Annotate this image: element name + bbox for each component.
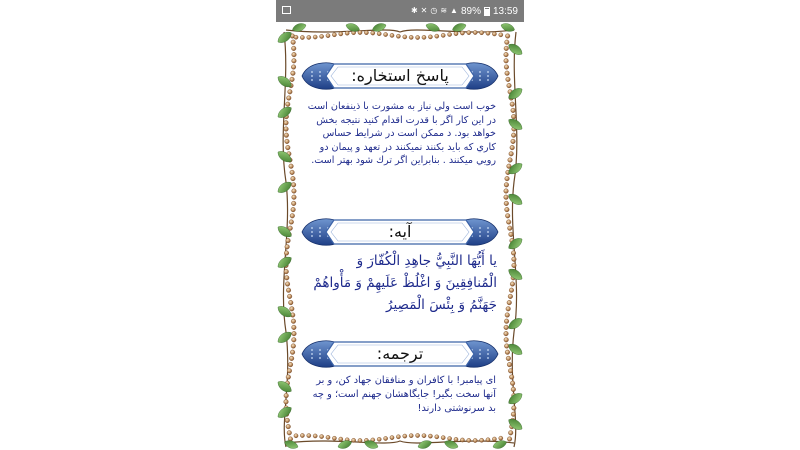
bead <box>505 34 510 39</box>
bead <box>292 331 297 336</box>
bead <box>396 435 400 439</box>
bead <box>284 400 289 405</box>
bead <box>290 350 295 355</box>
bead <box>473 438 477 442</box>
bead <box>332 33 336 37</box>
bead <box>409 35 413 39</box>
bead <box>291 207 296 212</box>
leaf <box>506 391 524 407</box>
bead <box>291 201 296 206</box>
bead <box>486 31 490 35</box>
bead <box>473 30 477 34</box>
bead <box>313 35 317 39</box>
bead <box>512 406 517 411</box>
bead <box>505 176 510 181</box>
bead <box>506 220 511 225</box>
bead <box>290 214 295 219</box>
bead <box>290 170 295 175</box>
battery-percent: 89% <box>460 5 481 17</box>
bead <box>504 65 509 70</box>
bead <box>339 437 343 441</box>
phone-screen <box>276 0 524 450</box>
bead <box>284 127 289 132</box>
bead <box>504 195 509 200</box>
bead <box>505 350 510 355</box>
tarjome-title-box <box>304 341 496 367</box>
bead <box>508 158 513 163</box>
bead <box>416 35 420 39</box>
bead <box>511 114 516 119</box>
clock: 13:59 <box>492 5 518 17</box>
bead <box>504 331 509 336</box>
bead <box>371 31 375 35</box>
bead <box>291 176 296 181</box>
bead <box>506 77 511 82</box>
bead <box>505 313 510 318</box>
bead <box>352 438 356 442</box>
leaf <box>506 341 524 357</box>
bead <box>289 356 294 361</box>
bead <box>499 33 503 37</box>
bead <box>291 40 296 45</box>
bead <box>358 30 362 34</box>
bead <box>507 226 512 231</box>
bead <box>428 434 432 438</box>
ayah-text: يا أَيُّهَا النَّبِيُّ جاهِدِ الْكُفّارَ وَ الْمُنافِقِينَ وَ اغْلُظْ عَلَيهِمْ وَ مَأْواهُمْ جَهَنَّمُ وَ بِئْسَ الْمَصِيرُ <box>313 253 497 313</box>
bead <box>508 369 513 374</box>
bead <box>506 356 511 361</box>
bead <box>307 35 311 39</box>
status-icons <box>411 0 518 22</box>
mute-icon: ✕ <box>420 6 428 15</box>
bead <box>390 33 394 37</box>
bead <box>377 437 381 441</box>
bead <box>435 435 439 439</box>
bead <box>396 34 400 38</box>
bead <box>292 195 297 200</box>
bead <box>507 83 512 88</box>
bead <box>460 438 464 442</box>
bead <box>300 35 304 39</box>
bead <box>504 52 509 57</box>
bead <box>512 263 517 268</box>
bead <box>492 32 496 36</box>
bead <box>422 434 426 438</box>
bead <box>384 436 388 440</box>
bead <box>326 435 330 439</box>
battery-icon <box>484 7 490 16</box>
bead <box>286 424 291 429</box>
bead <box>285 282 290 287</box>
bead <box>504 325 509 330</box>
bead <box>291 183 296 188</box>
bead <box>504 59 509 64</box>
bead <box>291 344 296 349</box>
leaf <box>276 329 294 345</box>
leaf <box>425 22 441 33</box>
bead <box>320 434 324 438</box>
bead <box>284 251 289 256</box>
bead <box>510 282 515 287</box>
bead <box>291 319 296 324</box>
bead <box>287 369 292 374</box>
bead <box>332 436 336 440</box>
bead <box>422 35 426 39</box>
bead <box>286 145 291 150</box>
bead <box>292 52 297 57</box>
bead <box>285 245 290 250</box>
bead <box>284 393 289 398</box>
bead <box>290 77 295 82</box>
bead <box>510 102 515 107</box>
bead <box>285 102 290 107</box>
bead <box>454 32 458 36</box>
bead <box>511 139 516 144</box>
bead <box>504 344 509 349</box>
bead <box>286 288 291 293</box>
bead <box>285 418 290 423</box>
bead <box>511 412 516 417</box>
bead <box>390 435 394 439</box>
bead <box>292 338 297 343</box>
leaf <box>276 379 294 395</box>
leaf <box>506 236 524 252</box>
alarm-icon: ◷ <box>430 6 438 15</box>
bead <box>287 294 292 299</box>
bead <box>345 31 349 35</box>
bead <box>505 207 510 212</box>
bead <box>480 438 484 442</box>
bead <box>504 319 509 324</box>
bead <box>292 189 297 194</box>
bead <box>285 139 290 144</box>
bead <box>377 32 381 36</box>
bead <box>291 71 296 76</box>
bead <box>287 431 292 436</box>
bead <box>289 220 294 225</box>
bead <box>507 437 512 442</box>
bead <box>409 434 413 438</box>
bead <box>460 31 464 35</box>
bead <box>504 189 509 194</box>
bead <box>480 31 484 35</box>
bead <box>286 238 291 243</box>
bead <box>509 232 514 237</box>
bead <box>508 431 513 436</box>
tarjome-text: اى پيامبر! با كافران و منافقان جهاد كن، و بر آنها سخت بگير! جايگاهشان جهنم است؛ و چه بد سرنوشتى دارند! <box>312 375 496 414</box>
bead <box>467 31 471 35</box>
bead <box>505 40 510 45</box>
bead <box>284 276 289 281</box>
bead <box>288 300 293 305</box>
status-bar <box>276 0 524 22</box>
leaf <box>417 439 433 450</box>
ayah-title: آيه: <box>388 222 412 241</box>
bead <box>448 32 452 36</box>
bead <box>416 433 420 437</box>
bead <box>294 35 298 39</box>
bead <box>292 325 297 330</box>
bead <box>288 90 293 95</box>
bead <box>505 71 510 76</box>
bead <box>441 33 445 37</box>
bead <box>286 375 291 380</box>
bead <box>291 65 296 70</box>
bead <box>504 338 509 343</box>
bead <box>403 35 407 39</box>
bead <box>507 300 512 305</box>
bead <box>339 32 343 36</box>
bead <box>509 288 514 293</box>
bead <box>300 433 304 437</box>
leaf <box>276 179 294 195</box>
istekhare-title: پاسخ استخاره: <box>351 66 449 85</box>
bead <box>284 133 289 138</box>
bead <box>454 437 458 441</box>
bead <box>286 96 291 101</box>
bluetooth-icon: ✱ <box>410 6 418 15</box>
bead <box>284 121 289 126</box>
bead <box>511 108 516 113</box>
bead <box>512 257 517 262</box>
bead <box>284 269 289 274</box>
bead <box>307 433 311 437</box>
bead <box>506 307 511 312</box>
bead <box>364 31 368 35</box>
bead <box>508 294 513 299</box>
wifi-icon: ≋ <box>440 6 448 15</box>
bead <box>511 133 516 138</box>
bead <box>441 436 445 440</box>
bead <box>290 307 295 312</box>
bead <box>492 437 496 441</box>
bead <box>499 436 503 440</box>
bead <box>448 436 452 440</box>
bead <box>467 438 471 442</box>
image-icon <box>282 6 291 14</box>
ayah-title-box <box>304 219 496 245</box>
bead <box>510 381 515 386</box>
bead <box>313 434 317 438</box>
bead <box>288 362 293 367</box>
bead <box>511 251 516 256</box>
bead <box>504 46 509 51</box>
bead <box>428 35 432 39</box>
tarjome-title: ترجمه: <box>376 344 424 363</box>
bead <box>292 59 297 64</box>
istekhare-title-box <box>304 63 496 89</box>
bead <box>509 375 514 380</box>
bead <box>510 145 515 150</box>
bead <box>511 387 516 392</box>
bead <box>435 34 439 38</box>
bead <box>403 434 407 438</box>
bead <box>384 32 388 36</box>
bead <box>509 152 514 157</box>
bead <box>505 214 510 219</box>
bead <box>504 201 509 206</box>
bead <box>291 46 296 51</box>
bead <box>507 362 512 367</box>
leaf <box>506 191 524 207</box>
bead <box>289 164 294 169</box>
signal-icon: ▲ <box>450 6 458 15</box>
bead <box>294 434 298 438</box>
bead <box>326 34 330 38</box>
bead <box>320 34 324 38</box>
bead <box>486 438 490 442</box>
bead <box>358 438 362 442</box>
istekhare-answer-text: خوب است ولي نياز به مشورت با ذينفعان است در اين كار اگر با قدرت اقدام كنيد نتيجه بخش خواهد بود. د ممكن است در شرايط حساس كاري كه بايد بكنند نميكنند در تعهد و پيمان دو رويي ميكنند . بنابراين اگر ترك شود بهتر است. <box>307 101 496 167</box>
istekhare-result-page <box>276 22 524 450</box>
bead <box>504 183 509 188</box>
